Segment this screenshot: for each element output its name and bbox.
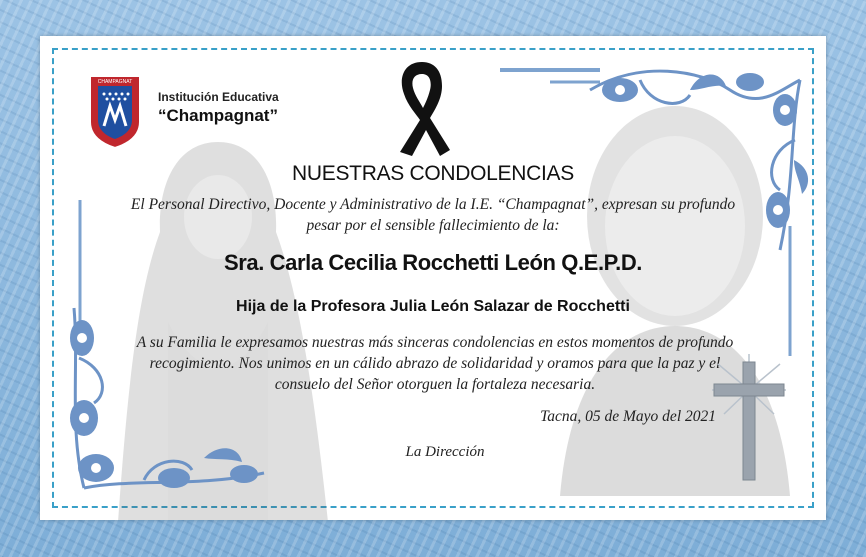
deceased-name: Sra. Carla Cecilia Rocchetti León Q.E.P.D. xyxy=(223,250,643,275)
intro-paragraph: El Personal Directivo, Docente y Administrativo de la I.E. “Champagnat”, expresan su profundo pesar por el sensible fallecimiento de la: xyxy=(130,196,736,234)
page-title: NUESTRAS CONDOLENCIAS xyxy=(292,162,574,185)
ornament-bottom-left xyxy=(54,298,284,508)
logo-text: CHAMPAGNAT xyxy=(97,79,133,85)
condolence-card xyxy=(40,36,826,520)
condolence-message: A su Familia le expresamos nuestras más sinceras condolencias en estos momentos de profundo recogimiento. Nos unimos en un cálido abrazo de solidaridad y oramos para que la paz y el consuelo del Señor otorguen la fortaleza necesaria. xyxy=(136,334,734,393)
relation-line: Hija de la Profesora Julia León Salazar de Rocchetti xyxy=(236,298,630,315)
institution-name: “Champagnat” xyxy=(158,106,278,125)
signature: La Dirección xyxy=(405,444,485,460)
school-shield-logo xyxy=(86,72,144,150)
date-line: Tacna, 05 de Mayo del 2021 xyxy=(540,408,716,425)
mourning-ribbon-icon xyxy=(390,56,454,160)
cross-icon xyxy=(708,354,790,482)
institution-label: Institución Educativa xyxy=(158,90,279,104)
